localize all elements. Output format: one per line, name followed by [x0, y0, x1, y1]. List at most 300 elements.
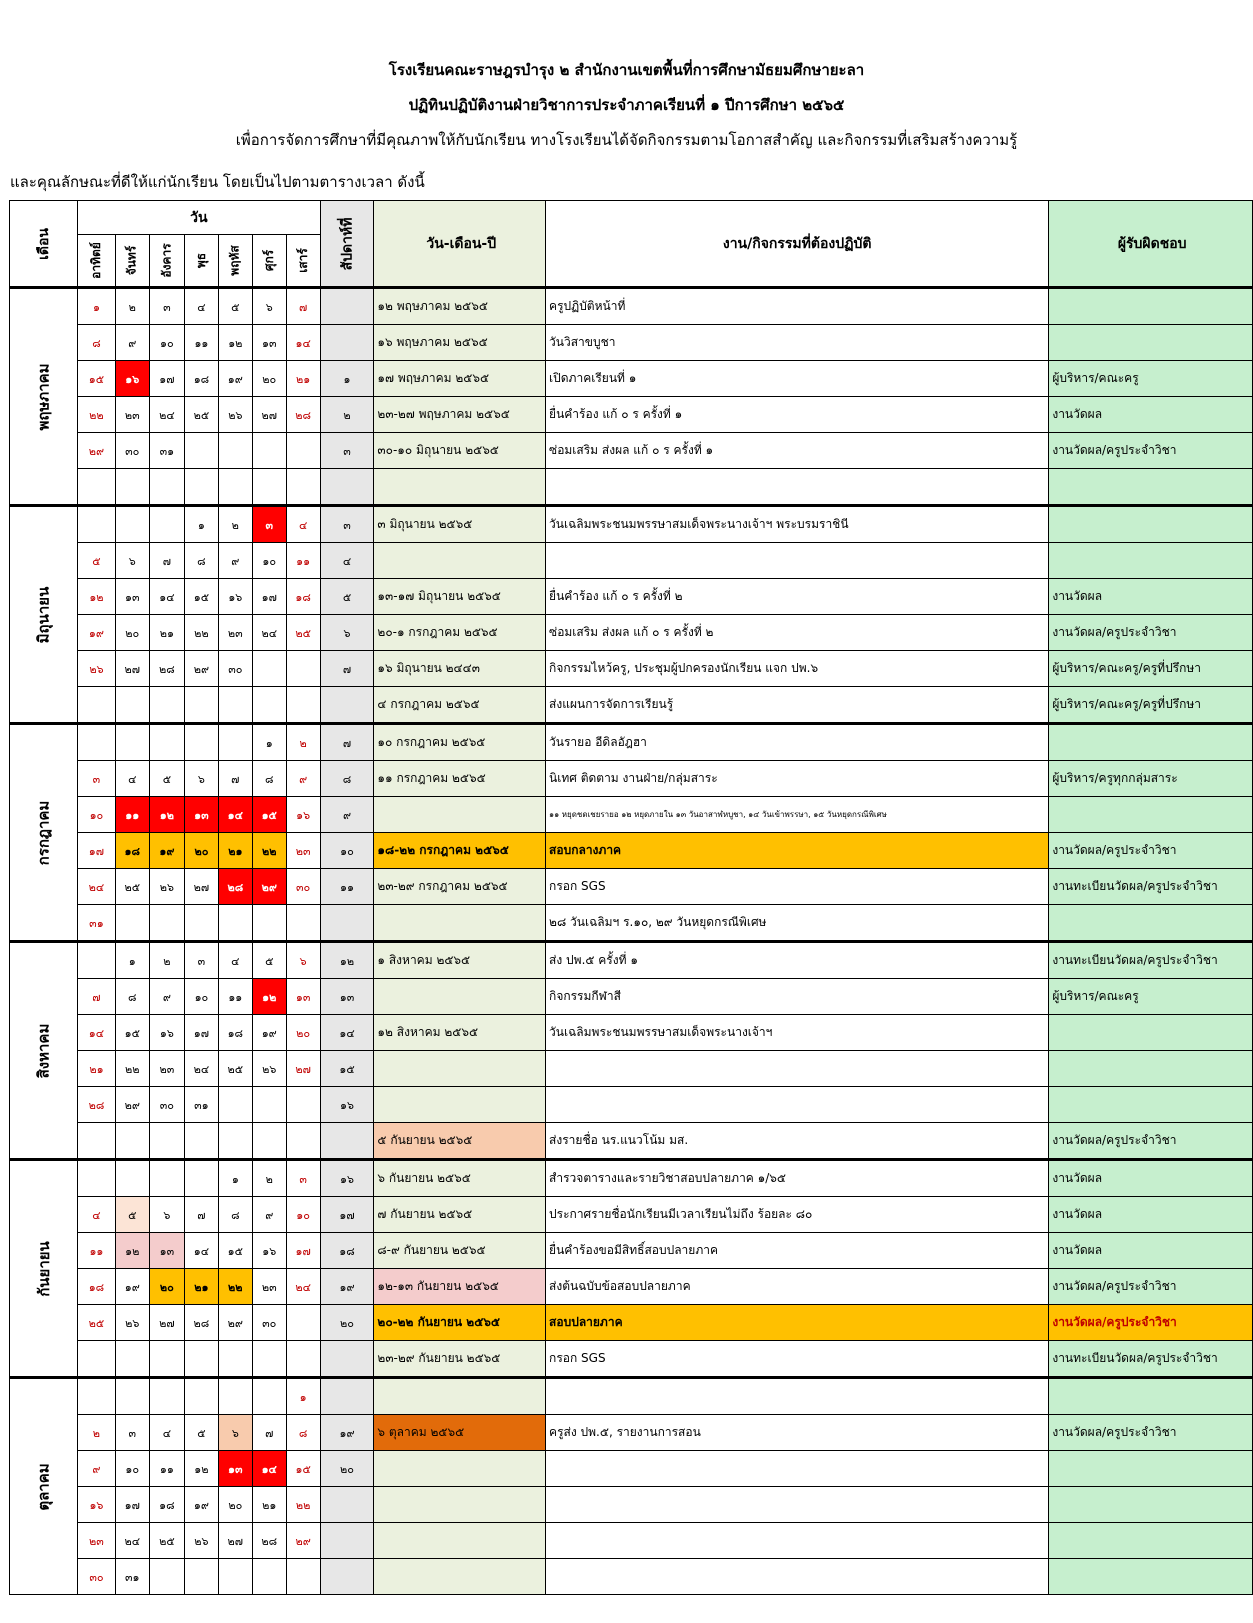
- day-cell: [185, 1378, 219, 1415]
- date-cell: ๒๓-๒๙ กรกฎาคม ๒๕๖๕: [374, 869, 546, 905]
- month-name: กันยายน: [34, 1240, 53, 1297]
- day-cell: [149, 1160, 184, 1197]
- school-title: โรงเรียนคณะราษฎรบำรุง ๒ สำนักงานเขตพื้นที่การศึกษามัธยมศึกษายะลา: [388, 61, 865, 79]
- week-number-cell: ๑: [320, 361, 374, 397]
- date-cell: ๒๓-๒๙ กันยายน ๒๕๖๕: [374, 1341, 546, 1378]
- day-cell: ๔: [185, 288, 219, 325]
- day-cell: ๑๘: [115, 833, 149, 869]
- activity-column-header: งาน/กิจกรรมที่ต้องปฏิบัติ: [546, 201, 1049, 288]
- day-cell: ๑๗: [185, 1015, 219, 1051]
- date-cell: [374, 1051, 546, 1087]
- calendar-row: [10, 615, 1253, 651]
- date-cell: ๑ สิงหาคม ๒๕๖๕: [374, 942, 546, 979]
- day-cell: ๙: [78, 1451, 116, 1487]
- day-cell: ๒๕: [115, 869, 149, 905]
- calendar-row: [10, 942, 1253, 979]
- day-cell: ๕: [149, 761, 184, 797]
- day-cell: ๒๔: [78, 869, 116, 905]
- day-cell: ๑๑: [218, 979, 252, 1015]
- day-cell: ๖: [149, 1197, 184, 1233]
- activity-cell: [546, 1487, 1049, 1523]
- day-cell: [218, 1378, 252, 1415]
- activity-cell: ส่งต้นฉบับข้อสอบปลายภาค: [546, 1269, 1049, 1305]
- date-cell: [374, 543, 546, 579]
- responsible-cell: [1049, 325, 1253, 361]
- date-cell: ๑๒-๑๓ กันยายน ๒๕๖๕: [374, 1269, 546, 1305]
- activity-cell: กรอก SGS: [546, 1341, 1049, 1378]
- activity-cell: ครูปฏิบัติหน้าที่: [546, 288, 1049, 325]
- calendar-row: [10, 1051, 1253, 1087]
- day-cell: ๒๑: [252, 1487, 286, 1523]
- day-cell: ๒๖: [252, 1051, 286, 1087]
- responsible-cell: ผู้บริหาร/คณะครู/ครูที่ปรึกษา: [1049, 687, 1253, 724]
- week-number-cell: [320, 905, 374, 942]
- week-number-cell: ๑๒: [320, 942, 374, 979]
- day-cell: ๑๕: [115, 1015, 149, 1051]
- day-cell: ๒๘: [78, 1087, 116, 1123]
- date-cell: [374, 979, 546, 1015]
- day-cell: ๑๘: [149, 1487, 184, 1523]
- date-cell: ๒๐-๒๒ กันยายน ๒๕๖๕: [374, 1305, 546, 1341]
- activity-cell: สำรวจตารางและรายวิชาสอบปลายภาค ๑/๖๕: [546, 1160, 1049, 1197]
- day-cell: ๗: [78, 979, 116, 1015]
- day-cell: ๒๗: [286, 1051, 320, 1087]
- day-cell: ๑: [286, 1378, 320, 1415]
- day-cell: ๒๐: [149, 1269, 184, 1305]
- day-cell: ๑๖: [78, 1487, 116, 1523]
- day-cell: [286, 469, 320, 506]
- day-cell: ๒๓: [115, 397, 149, 433]
- date-cell: ๘-๙ กันยายน ๒๕๖๕: [374, 1233, 546, 1269]
- day-cell: ๑๗: [252, 579, 286, 615]
- date-cell: [374, 1087, 546, 1123]
- date-column-header: วัน-เดือน-ปี: [374, 201, 546, 288]
- activity-cell: ยื่นคำร้อง แก้ ๐ ร ครั้งที่ ๒: [546, 579, 1049, 615]
- day-cell: [185, 1559, 219, 1595]
- date-cell: ๖ ตุลาคม ๒๕๖๕: [374, 1415, 546, 1451]
- day-cell: ๑๙: [252, 1015, 286, 1051]
- day-cell: ๑๖: [218, 579, 252, 615]
- day-cell: ๑๙: [149, 833, 184, 869]
- responsible-cell: [1049, 1015, 1253, 1051]
- responsible-cell: [1049, 288, 1253, 325]
- month-column-header: เดือน: [10, 201, 78, 288]
- day-cell: [78, 942, 116, 979]
- day-cell: ๓๐: [218, 651, 252, 687]
- day-cell: [286, 433, 320, 469]
- day-cell: ๓: [185, 942, 219, 979]
- week-number-cell: ๑๖: [320, 1087, 374, 1123]
- day-cell: [115, 469, 149, 506]
- calendar-row: [10, 1123, 1253, 1160]
- week-column-header: สัปดาห์ที่: [320, 201, 374, 288]
- activity-cell: ซ่อมเสริม ส่งผล แก้ ๐ ร ครั้งที่ ๒: [546, 615, 1049, 651]
- day-cell: [286, 1305, 320, 1341]
- responsible-cell: งานวัดผล: [1049, 579, 1253, 615]
- day-cell: ๖: [185, 761, 219, 797]
- day-cell: [185, 687, 219, 724]
- week-number-cell: ๒๐: [320, 1305, 374, 1341]
- day-cell: ๒๑: [78, 1051, 116, 1087]
- week-number-cell: ๑๗: [320, 1197, 374, 1233]
- day-cell: ๑๘: [78, 1269, 116, 1305]
- day-cell: ๑๐: [286, 1197, 320, 1233]
- day-cell: [115, 1378, 149, 1415]
- date-cell: [374, 1523, 546, 1559]
- day-cell: [78, 1378, 116, 1415]
- day-cell: ๑๒: [218, 325, 252, 361]
- day-cell: [78, 1160, 116, 1197]
- day-cell: ๑๒: [252, 979, 286, 1015]
- activity-cell: ยื่นคำร้องขอมีสิทธิ์สอบปลายภาค: [546, 1233, 1049, 1269]
- day-cell: [115, 506, 149, 543]
- activity-cell: ๒๘ วันเฉลิมฯ ร.๑๐, ๒๙ วันหยุดกรณีพิเศษ: [546, 905, 1049, 942]
- day-cell: ๓๐: [115, 433, 149, 469]
- day-cell: ๓: [78, 761, 116, 797]
- week-number-cell: [320, 1341, 374, 1378]
- day-cell: [286, 651, 320, 687]
- day-cell: ๒: [252, 1160, 286, 1197]
- day-cell: ๓๑: [185, 1087, 219, 1123]
- day-cell: ๒๔: [286, 1269, 320, 1305]
- day-cell: [252, 1559, 286, 1595]
- day-name-wed: พุธ: [185, 235, 219, 288]
- day-cell: [115, 1123, 149, 1160]
- day-cell: ๑๖: [115, 361, 149, 397]
- week-number-cell: ๑๔: [320, 1015, 374, 1051]
- activity-cell: ครูส่ง ปพ.๕, รายงานการสอน: [546, 1415, 1049, 1451]
- intro-line-2: และคุณลักษณะที่ดีให้แก่นักเรียน โดยเป็นไปตามตารางเวลา ดังนี้: [10, 173, 425, 191]
- calendar-row: [10, 761, 1253, 797]
- activity-cell: [546, 1087, 1049, 1123]
- day-cell: ๖: [115, 543, 149, 579]
- day-cell: ๙: [286, 761, 320, 797]
- date-cell: ๑๒ พฤษภาคม ๒๕๖๕: [374, 288, 546, 325]
- day-cell: ๒๓: [252, 1269, 286, 1305]
- responsible-cell: [1049, 1559, 1253, 1595]
- date-cell: ๑๐ กรกฎาคม ๒๕๖๕: [374, 724, 546, 761]
- day-cell: ๑๖: [286, 797, 320, 833]
- date-cell: ๑๖ พฤษภาคม ๒๕๖๕: [374, 325, 546, 361]
- calendar-row: [10, 1233, 1253, 1269]
- day-cell: [252, 469, 286, 506]
- day-cell: ๒๓: [218, 615, 252, 651]
- date-cell: ๒๐-๑ กรกฎาคม ๒๕๖๕: [374, 615, 546, 651]
- month-name: สิงหาคม: [34, 1023, 53, 1078]
- day-cell: ๑๒: [115, 1233, 149, 1269]
- calendar-row: [10, 361, 1253, 397]
- day-cell: ๓๐: [286, 869, 320, 905]
- responsible-cell: งานวัดผล/ครูประจำวิชา: [1049, 615, 1253, 651]
- day-cell: [115, 905, 149, 942]
- day-cell: [149, 1341, 184, 1378]
- day-cell: ๗: [286, 288, 320, 325]
- date-cell: ๑๑ กรกฎาคม ๒๕๖๕: [374, 761, 546, 797]
- day-cell: ๕: [252, 942, 286, 979]
- day-cell: [185, 1341, 219, 1378]
- day-cell: ๑๓: [149, 1233, 184, 1269]
- day-cell: [115, 1341, 149, 1378]
- day-cell: [286, 1559, 320, 1595]
- day-cell: ๘: [115, 979, 149, 1015]
- day-name-mon: จันทร์: [115, 235, 149, 288]
- calendar-row: [10, 905, 1253, 942]
- day-cell: ๒๙: [115, 1087, 149, 1123]
- activity-cell: [546, 1523, 1049, 1559]
- day-cell: ๒๖: [78, 651, 116, 687]
- day-cell: [286, 1341, 320, 1378]
- day-cell: ๔: [78, 1197, 116, 1233]
- day-cell: [286, 905, 320, 942]
- day-cell: ๒๘: [252, 1523, 286, 1559]
- day-cell: ๕: [115, 1197, 149, 1233]
- day-cell: ๑๖: [149, 1015, 184, 1051]
- responsible-cell: [1049, 797, 1253, 833]
- day-cell: [78, 506, 116, 543]
- day-cell: [78, 687, 116, 724]
- day-cell: ๑๘: [185, 361, 219, 397]
- day-cell: ๔: [286, 506, 320, 543]
- activity-cell: กิจกรรมกีฬาสี: [546, 979, 1049, 1015]
- day-cell: ๘: [218, 1197, 252, 1233]
- day-cell: ๒๘: [218, 869, 252, 905]
- week-number-cell: ๑๖: [320, 1160, 374, 1197]
- activity-cell: [546, 1559, 1049, 1595]
- day-cell: ๔: [149, 1415, 184, 1451]
- month-label-cell: [10, 1378, 78, 1595]
- day-cell: ๖: [218, 1415, 252, 1451]
- calendar-row: [10, 1160, 1253, 1197]
- calendar-row: [10, 325, 1253, 361]
- week-number-cell: ๑๐: [320, 833, 374, 869]
- calendar-row: [10, 1197, 1253, 1233]
- day-cell: ๗: [252, 1415, 286, 1451]
- day-cell: ๑๓: [286, 979, 320, 1015]
- day-cell: ๓๑: [78, 905, 116, 942]
- month-label-cell: [10, 288, 78, 506]
- day-cell: [286, 687, 320, 724]
- day-cell: [252, 687, 286, 724]
- intro-line-1: เพื่อการจัดการศึกษาที่มีคุณภาพให้กับนักเรียน ทางโรงเรียนได้จัดกิจกรรมตามโอกาสสำคัญ และกิจกรรมที่เสริมสร้างความรู้: [235, 131, 1018, 149]
- day-cell: ๒๔: [115, 1523, 149, 1559]
- day-cell: ๒๖: [149, 869, 184, 905]
- activity-cell: [546, 1451, 1049, 1487]
- calendar-row: [10, 543, 1253, 579]
- day-cell: ๒๗: [149, 1305, 184, 1341]
- day-cell: [286, 1087, 320, 1123]
- day-cell: ๒๗: [252, 397, 286, 433]
- day-cell: ๙: [252, 1197, 286, 1233]
- day-cell: [149, 687, 184, 724]
- day-cell: ๔: [115, 761, 149, 797]
- day-cell: [252, 1341, 286, 1378]
- week-number-cell: [320, 288, 374, 325]
- activity-cell: วันรายอ อีดิลอัฎฮา: [546, 724, 1049, 761]
- activity-cell: กรอก SGS: [546, 869, 1049, 905]
- day-cell: [218, 1559, 252, 1595]
- week-number-cell: ๕: [320, 579, 374, 615]
- activity-cell: [546, 1051, 1049, 1087]
- day-cell: [218, 1123, 252, 1160]
- day-cell: ๑๔: [149, 579, 184, 615]
- day-cell: ๑๓: [115, 579, 149, 615]
- day-cell: ๒๑: [286, 361, 320, 397]
- week-number-cell: ๗: [320, 651, 374, 687]
- day-cell: [115, 724, 149, 761]
- day-cell: ๘: [252, 761, 286, 797]
- day-cell: ๑๑: [185, 325, 219, 361]
- day-cell: ๑๔: [252, 1451, 286, 1487]
- day-cell: ๕: [78, 543, 116, 579]
- activity-cell: วันเฉลิมพระชนมพรรษาสมเด็จพระนางเจ้าฯ พระบรมราชินี: [546, 506, 1049, 543]
- day-cell: ๒๒: [218, 1269, 252, 1305]
- day-cell: ๒๕: [218, 1051, 252, 1087]
- day-name-tue: อังคาร: [149, 235, 184, 288]
- responsible-cell: ผู้บริหาร/คณะครู: [1049, 361, 1253, 397]
- responsible-cell: [1049, 469, 1253, 506]
- calendar-row: [10, 1487, 1253, 1523]
- calendar-row: [10, 1415, 1253, 1451]
- responsible-cell: งานวัดผล/ครูประจำวิชา: [1049, 1305, 1253, 1341]
- day-cell: [218, 1341, 252, 1378]
- day-cell: [185, 724, 219, 761]
- day-cell: ๒๒: [252, 833, 286, 869]
- activity-cell: ส่ง ปพ.๕ ครั้งที่ ๑: [546, 942, 1049, 979]
- month-name: มิถุนายน: [34, 586, 53, 643]
- day-cell: [252, 1378, 286, 1415]
- date-cell: ๑๘-๒๒ กรกฎาคม ๒๕๖๕: [374, 833, 546, 869]
- day-cell: ๒๕: [286, 615, 320, 651]
- day-cell: [286, 1123, 320, 1160]
- day-cell: ๒๑: [149, 615, 184, 651]
- date-cell: [374, 797, 546, 833]
- day-cell: ๑๕: [252, 797, 286, 833]
- day-column-header: วัน: [78, 201, 320, 235]
- day-cell: [252, 905, 286, 942]
- day-cell: ๑๑: [149, 1451, 184, 1487]
- day-cell: ๒๕: [78, 1305, 116, 1341]
- week-number-cell: [320, 1487, 374, 1523]
- responsible-cell: งานทะเบียนวัดผล/ครูประจำวิชา: [1049, 942, 1253, 979]
- day-cell: ๓๑: [149, 433, 184, 469]
- day-cell: ๒๖: [185, 1523, 219, 1559]
- day-cell: [252, 433, 286, 469]
- day-name-fri: ศุกร์: [252, 235, 286, 288]
- day-cell: [185, 433, 219, 469]
- day-cell: ๑๐: [252, 543, 286, 579]
- day-cell: ๒๒: [286, 1487, 320, 1523]
- day-cell: ๑: [185, 506, 219, 543]
- activity-cell: [546, 543, 1049, 579]
- activity-cell: ส่งรายชื่อ นร.แนวโน้ม มส.: [546, 1123, 1049, 1160]
- responsible-cell: งานวัดผล: [1049, 1233, 1253, 1269]
- day-cell: ๒๔: [149, 397, 184, 433]
- day-cell: ๑: [78, 288, 116, 325]
- day-cell: ๒๔: [185, 1051, 219, 1087]
- responsible-cell: [1049, 905, 1253, 942]
- date-cell: [374, 905, 546, 942]
- activity-cell: สอบกลางภาค: [546, 833, 1049, 869]
- month-label-cell: [10, 942, 78, 1160]
- day-cell: ๓: [286, 1160, 320, 1197]
- day-cell: [78, 1123, 116, 1160]
- day-cell: ๕: [218, 288, 252, 325]
- date-cell: ๓๐-๑๐ มิถุนายน ๒๕๖๕: [374, 433, 546, 469]
- day-cell: ๑๓: [218, 1451, 252, 1487]
- day-cell: ๒๐: [185, 833, 219, 869]
- date-cell: ๑๓-๑๗ มิถุนายน ๒๕๖๕: [374, 579, 546, 615]
- responsible-cell: [1049, 543, 1253, 579]
- day-cell: ๗: [218, 761, 252, 797]
- day-cell: ๑๐: [78, 797, 116, 833]
- day-cell: ๑๕: [286, 1451, 320, 1487]
- day-cell: ๒๙: [78, 433, 116, 469]
- day-cell: ๔: [218, 942, 252, 979]
- responsible-cell: งานวัดผล: [1049, 1160, 1253, 1197]
- calendar-row: [10, 651, 1253, 687]
- day-cell: ๑๘: [218, 1015, 252, 1051]
- date-cell: ๓ มิถุนายน ๒๕๖๕: [374, 506, 546, 543]
- day-cell: ๒๘: [149, 651, 184, 687]
- day-cell: ๑๔: [78, 1015, 116, 1051]
- responsible-cell: ผู้บริหาร/คณะครู: [1049, 979, 1253, 1015]
- responsible-cell: [1049, 1051, 1253, 1087]
- day-cell: ๒๘: [286, 397, 320, 433]
- day-cell: ๓๐: [149, 1087, 184, 1123]
- day-cell: ๒: [286, 724, 320, 761]
- day-cell: [185, 469, 219, 506]
- date-cell: [374, 1487, 546, 1523]
- activity-cell: นิเทศ ติดตาม งานฝ่าย/กลุ่มสาระ: [546, 761, 1049, 797]
- calendar-row: [10, 579, 1253, 615]
- day-cell: ๘: [286, 1415, 320, 1451]
- activity-cell: ยื่นคำร้อง แก้ ๐ ร ครั้งที่ ๑: [546, 397, 1049, 433]
- day-cell: ๑๒: [78, 579, 116, 615]
- day-cell: ๙: [218, 543, 252, 579]
- week-number-cell: [320, 1123, 374, 1160]
- day-cell: [252, 1123, 286, 1160]
- day-cell: ๓: [149, 288, 184, 325]
- calendar-row: [10, 687, 1253, 724]
- day-name-sat: เสาร์: [286, 235, 320, 288]
- day-cell: ๑: [252, 724, 286, 761]
- day-cell: [252, 651, 286, 687]
- day-cell: ๑๕: [218, 1233, 252, 1269]
- responsible-cell: งานวัดผล/ครูประจำวิชา: [1049, 1123, 1253, 1160]
- week-number-cell: ๑๑: [320, 869, 374, 905]
- responsible-cell: งานทะเบียนวัดผล/ครูประจำวิชา: [1049, 869, 1253, 905]
- day-cell: ๗: [185, 1197, 219, 1233]
- day-cell: [185, 905, 219, 942]
- responsible-cell: งานวัดผล/ครูประจำวิชา: [1049, 1269, 1253, 1305]
- week-number-cell: [320, 325, 374, 361]
- responsible-cell: [1049, 724, 1253, 761]
- day-cell: ๑๙: [185, 1487, 219, 1523]
- header-row: [10, 201, 1253, 235]
- week-number-cell: ๖: [320, 615, 374, 651]
- date-cell: ๑๖ มิถุนายน ๒๔๔๓: [374, 651, 546, 687]
- week-number-cell: [320, 1523, 374, 1559]
- date-cell: ๑๗ พฤษภาคม ๒๕๖๕: [374, 361, 546, 397]
- day-cell: ๒๗: [185, 869, 219, 905]
- day-cell: ๑๒: [149, 797, 184, 833]
- day-name-thu: พฤหัส: [218, 235, 252, 288]
- day-cell: ๕: [185, 1415, 219, 1451]
- day-cell: [218, 1087, 252, 1123]
- responsible-cell: ผู้บริหาร/คณะครู/ครูที่ปรึกษา: [1049, 651, 1253, 687]
- day-cell: ๑๗: [286, 1233, 320, 1269]
- day-cell: ๑๒: [185, 1451, 219, 1487]
